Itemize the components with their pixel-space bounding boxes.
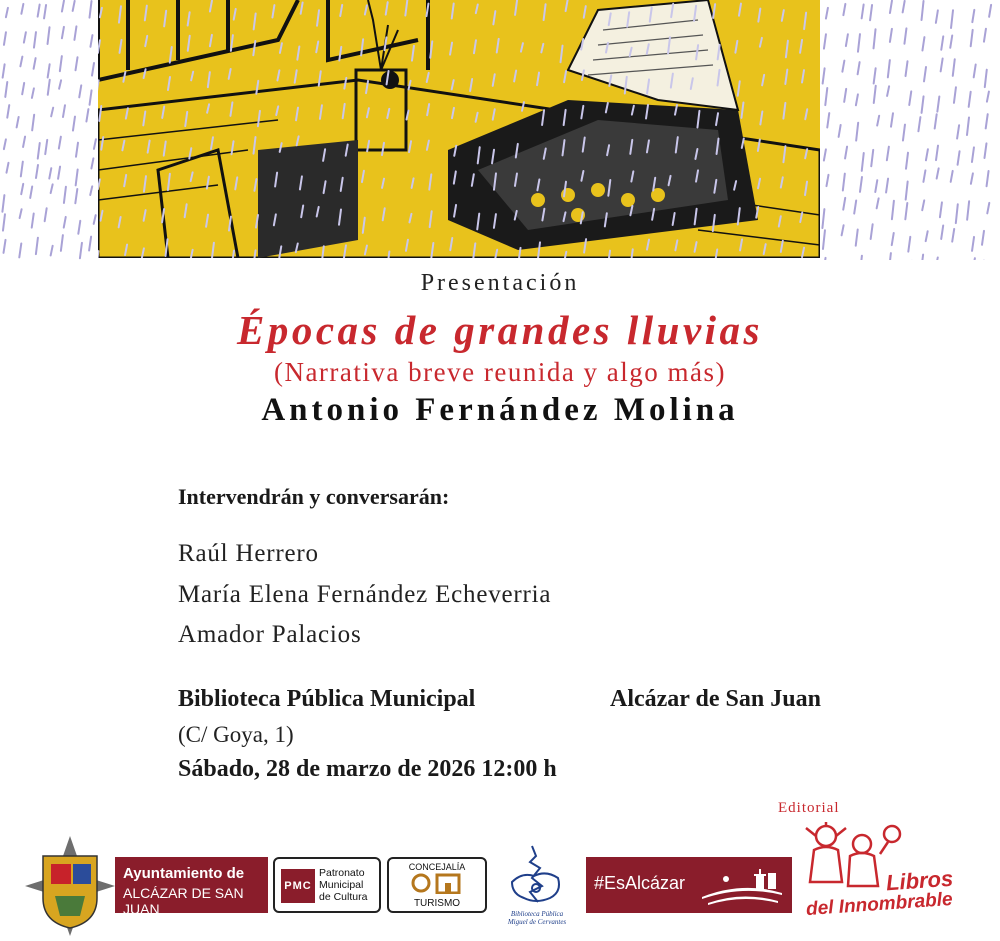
rain-stroke [64,187,66,203]
castle-icon [407,872,467,894]
speaker-name: María Elena Fernández Echeverria [178,581,552,608]
rain-stroke [824,149,826,160]
rain-stroke [890,1,892,13]
rain-stroke [75,189,77,203]
rain-stroke [90,90,92,104]
rain-stroke [922,96,924,113]
patronato-line3: de Cultura [319,891,368,903]
rain-stroke [21,184,23,194]
rain-stroke [958,151,960,165]
rain-stroke [49,168,51,178]
rain-stroke [91,158,93,168]
rain-stroke [923,170,925,182]
rain-stroke [935,114,937,128]
rain-stroke [956,204,958,223]
rain-stroke [936,257,938,260]
rain-stroke [51,108,53,117]
rain-stroke [888,60,890,77]
rain-stroke [922,37,924,50]
libros-line2: del Innombrable [805,888,954,921]
rain-stroke [856,94,858,105]
ayuntamiento-line1: Ayuntamiento de [123,865,245,882]
rain-stroke [937,168,939,178]
rain-stroke [951,171,953,182]
biblioteca-line1: Biblioteca Pública [510,910,564,918]
rain-stroke [936,146,938,160]
speakers-heading: Intervendrán y conversarán: [178,484,450,509]
rain-stroke [90,186,92,195]
rain-stroke [73,1,75,11]
rain-stroke [954,87,956,103]
rain-stroke [78,221,80,234]
patronato-cultura-logo [273,857,381,913]
presentation-label: Presentación [420,270,580,296]
rain-stroke [90,1,92,18]
editorial-label: Editorial [778,800,840,816]
rain-stroke [871,224,873,239]
rain-stroke [20,209,22,218]
rain-stroke [936,10,938,23]
rain-stroke [2,195,4,212]
rain-stroke [877,116,879,126]
concejalia-turismo-logo [387,857,487,913]
rain-stroke [875,180,877,192]
rain-stroke [843,174,845,191]
rain-stroke [921,255,923,260]
rain-stroke [38,5,40,17]
rain-stroke [862,153,864,171]
speaker-name: Raúl Herrero [178,540,319,567]
rain-stroke [5,82,7,97]
rain-stroke [24,32,26,42]
rain-stroke [937,97,939,112]
rain-stroke [969,92,971,107]
rain-stroke [61,235,63,251]
ayuntamiento-logo [115,857,268,917]
rain-stroke [974,65,976,78]
rain-stroke [23,137,25,147]
rain-stroke [926,231,928,241]
rain-stroke [20,57,22,67]
rain-stroke [839,125,841,137]
rain-stroke [51,246,53,256]
rain-stroke [887,147,889,161]
rain-stroke [986,114,988,128]
rain-stroke [846,34,848,46]
author-name: Antonio Fernández Molina [261,392,739,428]
rain-stroke [34,58,36,69]
rain-stroke [860,256,862,260]
rain-stroke [984,29,986,42]
rain-stroke [940,202,942,217]
rain-stroke [32,88,34,98]
rain-stroke [843,4,845,15]
rain-stroke [967,201,969,219]
rain-stroke [45,140,47,154]
rain-stroke [856,230,858,246]
rain-stroke [76,143,78,157]
libros-line1: Libros [885,865,954,896]
rain-stroke [86,109,88,121]
rain-stroke [823,230,825,249]
rain-stroke [972,147,974,162]
patronato-line2: Municipal [319,879,364,891]
rain-stroke [19,244,21,258]
biblioteca-cervantes-logo [502,842,572,932]
rain-stroke [824,34,826,48]
rain-stroke [48,80,50,95]
rain-stroke [971,30,973,46]
rain-stroke [892,201,894,220]
rain-stroke [79,85,81,97]
turismo-bottom-label: TURISMO [413,898,461,909]
rain-stroke [58,167,60,179]
rain-stroke [909,91,911,105]
rain-stroke [941,58,943,71]
rain-stroke [843,198,845,210]
rain-stroke [903,1,905,12]
book-subtitle: (Narrativa breve reunida y algo más) [273,357,727,387]
rain-stroke [48,27,50,44]
rain-stroke [887,86,889,96]
rain-stroke [4,32,6,45]
rain-stroke [922,1,924,20]
ayuntamiento-line2: ALCÁZAR DE SAN JUAN [123,885,244,917]
rain-stroke [854,201,856,214]
rain-stroke [76,170,78,186]
speaker-name: Amador Palacios [178,621,362,648]
rain-stroke [987,92,989,102]
rain-stroke [48,64,50,77]
rain-stroke [74,26,76,39]
rain-stroke [922,200,924,210]
rain-stroke [874,29,876,48]
rain-stroke [823,68,825,83]
rain-stroke [64,217,66,228]
rain-stroke [32,214,34,228]
rain-stroke [92,63,94,76]
book-title: Épocas de grandes lluvias [237,307,763,353]
libros-del-innombrable-logo [800,822,980,932]
rain-stroke [904,28,906,43]
rain-stroke [3,64,5,77]
rain-stroke [842,61,844,72]
rain-stroke [76,57,78,70]
rain-stroke [858,34,860,52]
rain-stroke [972,10,974,22]
rain-stroke [871,150,873,166]
rain-stroke [952,229,954,242]
rain-stroke [905,203,907,219]
rain-stroke [886,179,888,193]
rain-stroke [59,80,61,88]
rain-stroke [822,209,824,228]
rain-stroke [60,56,62,71]
rain-stroke [989,5,991,17]
rain-stroke [63,105,65,117]
rain-stroke [4,240,6,253]
rain-stroke [4,139,6,149]
rain-stroke [941,225,943,238]
rain-stroke [860,177,862,192]
rain-stroke [984,143,986,158]
rain-stroke [874,68,876,83]
rain-stroke [30,187,32,198]
event-datetime: Sábado, 28 de marzo de 2026 12:00 h [178,756,557,782]
rain-stroke [51,184,53,193]
rain-stroke [44,5,46,18]
rain-stroke [890,29,892,42]
rain-stroke [36,238,38,254]
rain-stroke [874,86,876,103]
rain-stroke [982,231,984,245]
esalcazar-logo [586,857,792,913]
rain-stroke [918,117,920,131]
rain-stroke [825,88,827,105]
rain-stroke [908,237,910,252]
rain-stroke [32,115,34,131]
rain-stroke [971,173,973,183]
coat-of-arms-logo [25,836,115,936]
rain-stroke [842,225,844,235]
rain-stroke [906,153,908,169]
rain-stroke [94,139,96,149]
rain-stroke [826,8,828,19]
rain-stroke [90,35,92,47]
rain-stroke [858,62,860,74]
venue-name: Biblioteca Pública Municipal [178,686,476,712]
quixote-figure-icon [502,842,572,908]
rain-stroke [3,214,5,230]
rain-stroke [892,233,894,245]
esalcazar-hashtag: #EsAlcázar [594,873,686,893]
cover-illustration [98,0,820,258]
rain-stroke [987,171,989,186]
rain-stroke [94,215,96,224]
rain-stroke [62,27,64,38]
patronato-line1: Patronato [319,867,365,879]
rain-stroke [862,5,864,19]
patronato-mark: PMC [281,869,315,903]
rain-stroke [889,253,891,260]
rain-stroke [38,143,40,159]
biblioteca-line2: Miguel de Cervantes [507,918,567,926]
rain-stroke [7,105,9,118]
rain-stroke [826,175,828,186]
rain-stroke [941,36,943,49]
venue-city: Alcázar de San Juan [610,686,821,712]
rain-stroke [6,8,8,17]
rain-stroke [844,89,846,102]
rain-stroke [45,208,47,221]
rain-stroke [89,237,91,251]
venue-address: (C/ Goya, 1) [178,722,294,747]
rain-stroke [987,203,989,213]
rain-stroke [967,117,969,135]
rain-stroke [827,113,829,127]
rain-stroke [62,1,64,12]
rain-stroke [17,117,19,127]
rain-stroke [36,165,38,178]
rain-stroke [985,70,987,87]
rain-stroke [824,258,826,260]
rain-stroke [973,258,975,260]
rain-stroke [951,10,953,28]
rain-stroke [870,5,872,20]
rain-stroke [906,61,908,76]
rain-stroke [924,67,926,81]
rain-stroke [972,237,974,251]
rain-stroke [22,83,24,94]
rain-stroke [59,137,61,149]
rain-stroke [21,4,23,14]
turismo-top-label: CONCEJALÍA [408,862,466,872]
rain-stroke [34,32,36,47]
rain-stroke [950,36,952,48]
rain-stroke [73,117,75,131]
rain-stroke [953,59,955,76]
rain-stroke [856,123,858,141]
rain-stroke [877,198,879,208]
rain-stroke [926,149,928,160]
rain-stroke [906,182,908,200]
rain-stroke [21,162,23,177]
rain-stroke [903,125,905,141]
rain-stroke [845,147,847,159]
rain-stroke [6,163,8,173]
windmill-landscape-icon [698,863,786,907]
rain-stroke [957,125,959,138]
rain-stroke [891,113,893,126]
rain-stroke [80,243,82,258]
